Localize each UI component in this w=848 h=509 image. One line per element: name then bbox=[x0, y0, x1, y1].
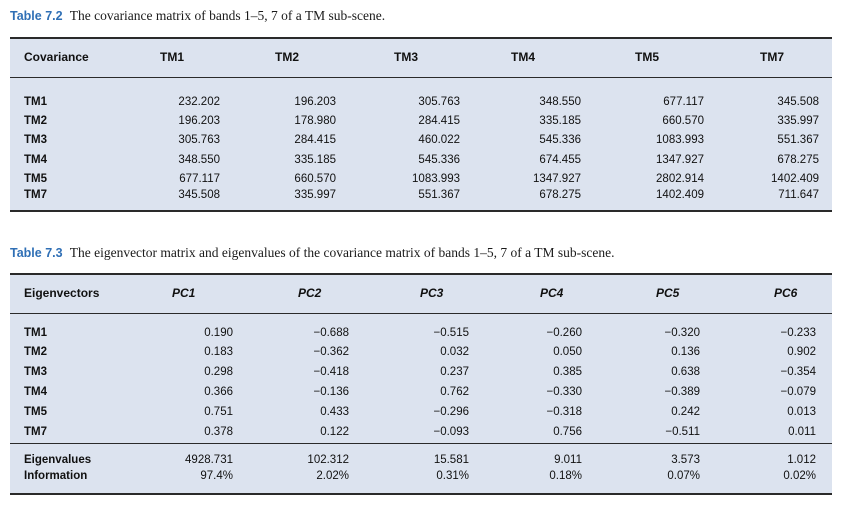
table-cell: −0.093 bbox=[433, 426, 469, 438]
covariance-corner-header: Covariance bbox=[24, 50, 89, 64]
column-header: PC2 bbox=[298, 286, 322, 300]
table-cell: 0.756 bbox=[553, 426, 582, 438]
table-cell: 660.570 bbox=[662, 115, 704, 127]
table-7-3-caption bbox=[10, 245, 615, 261]
table-cell: 0.050 bbox=[553, 346, 582, 358]
row-label: TM3 bbox=[24, 366, 47, 378]
eigenvector-table bbox=[10, 273, 832, 495]
table-cell: 305.763 bbox=[178, 134, 220, 146]
table-row bbox=[10, 152, 832, 169]
table-cell: 3.573 bbox=[671, 454, 700, 466]
row-label: TM7 bbox=[24, 426, 47, 438]
table-cell: 4928.731 bbox=[185, 454, 233, 466]
column-header: PC4 bbox=[540, 286, 564, 300]
table-cell: −0.418 bbox=[313, 366, 349, 378]
row-label: TM4 bbox=[24, 386, 47, 398]
table-cell: 9.011 bbox=[554, 454, 582, 466]
table-cell: 677.117 bbox=[179, 173, 220, 185]
table-cell: 0.762 bbox=[440, 386, 469, 398]
column-header: TM4 bbox=[511, 50, 535, 64]
table-cell: −0.233 bbox=[780, 327, 816, 339]
table-row bbox=[10, 344, 832, 361]
table-cell: 1347.927 bbox=[533, 173, 581, 185]
table-cell: 0.902 bbox=[787, 346, 816, 358]
table-cell: −0.354 bbox=[780, 366, 816, 378]
table-cell: 0.013 bbox=[787, 406, 816, 418]
table-cell: 0.237 bbox=[440, 366, 469, 378]
column-header: PC1 bbox=[172, 286, 196, 300]
row-label: TM2 bbox=[24, 346, 47, 358]
footer-rule bbox=[10, 443, 832, 444]
table-cell: 0.751 bbox=[204, 406, 233, 418]
table-row bbox=[10, 132, 832, 149]
row-label: TM5 bbox=[24, 173, 47, 185]
table-cell: 0.02% bbox=[783, 470, 816, 482]
table-cell: −0.688 bbox=[313, 327, 349, 339]
table-cell: 0.366 bbox=[204, 386, 233, 398]
table-cell: 678.275 bbox=[777, 154, 819, 166]
table-cell: 0.385 bbox=[553, 366, 582, 378]
table-cell: 545.336 bbox=[418, 154, 460, 166]
header-rule bbox=[10, 313, 832, 314]
table-cell: 348.550 bbox=[539, 96, 581, 108]
table-cell: −0.296 bbox=[433, 406, 469, 418]
column-header: TM1 bbox=[160, 50, 184, 64]
table-cell: 0.298 bbox=[204, 366, 233, 378]
row-label: Eigenvalues bbox=[24, 454, 92, 466]
row-label: TM4 bbox=[24, 154, 47, 166]
table-cell: 0.18% bbox=[549, 470, 582, 482]
table-cell: 284.415 bbox=[418, 115, 460, 127]
table-cell: 345.508 bbox=[777, 96, 819, 108]
table-cell: 0.183 bbox=[204, 346, 233, 358]
table-cell: 348.550 bbox=[178, 154, 220, 166]
table-cell: 0.032 bbox=[440, 346, 469, 358]
table-cell: 0.31% bbox=[436, 470, 469, 482]
table-cell: 2802.914 bbox=[656, 173, 704, 185]
table-7-2-number: Table 7.2 bbox=[10, 9, 63, 23]
row-label: Information bbox=[24, 470, 88, 482]
table-cell: 335.185 bbox=[539, 115, 581, 127]
table-cell: 1083.993 bbox=[412, 173, 460, 185]
table-cell: 196.203 bbox=[294, 96, 336, 108]
table-cell: 305.763 bbox=[418, 96, 460, 108]
table-cell: 678.275 bbox=[539, 189, 581, 201]
table-cell: −0.362 bbox=[313, 346, 349, 358]
table-row bbox=[10, 187, 832, 204]
table-cell: 335.185 bbox=[294, 154, 336, 166]
table-cell: 1402.409 bbox=[656, 189, 704, 201]
table-cell: −0.136 bbox=[313, 386, 349, 398]
column-header: TM3 bbox=[394, 50, 418, 64]
table-cell: 335.997 bbox=[294, 189, 336, 201]
table-row bbox=[10, 171, 832, 188]
table-cell: 1083.993 bbox=[656, 134, 704, 146]
table-cell: 102.312 bbox=[307, 454, 349, 466]
table-cell: 196.203 bbox=[178, 115, 220, 127]
table-cell: 674.455 bbox=[539, 154, 581, 166]
table-cell: 0.07% bbox=[667, 470, 700, 482]
table-7-3-title: The eigenvector matrix and eigenvalues of the covariance matrix of bands 1–5, 7 of a TM sub-scene. bbox=[69, 245, 615, 260]
table-cell: −0.515 bbox=[433, 327, 469, 339]
table-cell: 0.378 bbox=[204, 426, 233, 438]
eigenvector-corner-header: Eigenvectors bbox=[24, 286, 100, 300]
row-label: TM3 bbox=[24, 134, 47, 146]
table-7-2-caption bbox=[10, 8, 385, 24]
covariance-table bbox=[10, 37, 832, 212]
table-cell: 0.136 bbox=[671, 346, 700, 358]
table-cell: −0.389 bbox=[664, 386, 700, 398]
table-cell: 460.022 bbox=[418, 134, 460, 146]
footer-row bbox=[10, 468, 832, 485]
table-cell: −0.079 bbox=[780, 386, 816, 398]
table-cell: 711.647 bbox=[778, 189, 819, 201]
table-cell: 0.011 bbox=[788, 426, 816, 438]
table-cell: −0.511 bbox=[665, 426, 700, 438]
table-cell: −0.260 bbox=[546, 327, 582, 339]
header-rule bbox=[10, 77, 832, 78]
table-cell: 1347.927 bbox=[656, 154, 704, 166]
table-cell: 660.570 bbox=[294, 173, 336, 185]
table-cell: 2.02% bbox=[316, 470, 349, 482]
row-label: TM7 bbox=[24, 189, 47, 201]
table-row bbox=[10, 364, 832, 381]
table-cell: 97.4% bbox=[200, 470, 233, 482]
table-cell: 0.638 bbox=[671, 366, 700, 378]
row-label: TM1 bbox=[24, 96, 47, 108]
table-cell: −0.330 bbox=[546, 386, 582, 398]
column-header: TM5 bbox=[635, 50, 659, 64]
table-cell: 551.367 bbox=[418, 189, 460, 201]
table-row bbox=[10, 384, 832, 401]
table-cell: 335.997 bbox=[777, 115, 819, 127]
column-header: PC6 bbox=[774, 286, 798, 300]
table-cell: 345.508 bbox=[178, 189, 220, 201]
table-cell: 178.980 bbox=[294, 115, 336, 127]
table-cell: 0.242 bbox=[671, 406, 700, 418]
table-7-2-title: The covariance matrix of bands 1–5, 7 of a TM sub-scene. bbox=[69, 8, 386, 23]
table-7-3-number: Table 7.3 bbox=[10, 246, 63, 260]
table-cell: 15.581 bbox=[433, 454, 469, 466]
column-header: TM7 bbox=[760, 50, 784, 64]
table-cell: 1.012 bbox=[787, 454, 816, 466]
table-row bbox=[10, 404, 832, 421]
table-cell: −0.320 bbox=[664, 327, 700, 339]
table-cell: 551.367 bbox=[777, 134, 819, 146]
table-row bbox=[10, 424, 832, 441]
table-cell: 1402.409 bbox=[771, 173, 819, 185]
table-cell: −0.318 bbox=[546, 406, 582, 418]
table-row bbox=[10, 113, 832, 130]
table-cell: 0.122 bbox=[320, 426, 349, 438]
footer-row bbox=[10, 452, 832, 469]
row-label: TM5 bbox=[24, 406, 47, 418]
row-label: TM1 bbox=[24, 327, 47, 339]
table-cell: 677.117 bbox=[663, 96, 704, 108]
row-label: TM2 bbox=[24, 115, 47, 127]
column-header: TM2 bbox=[275, 50, 299, 64]
covariance-header-row bbox=[10, 49, 832, 66]
table-row bbox=[10, 94, 832, 111]
table-cell: 0.190 bbox=[204, 327, 233, 339]
table-cell: 0.433 bbox=[320, 406, 349, 418]
column-header: PC3 bbox=[420, 286, 444, 300]
table-cell: 232.202 bbox=[178, 96, 220, 108]
table-cell: 545.336 bbox=[539, 134, 581, 146]
column-header: PC5 bbox=[656, 286, 680, 300]
eigenvector-header-row bbox=[10, 285, 832, 302]
table-cell: 284.415 bbox=[294, 134, 336, 146]
table-row bbox=[10, 325, 832, 342]
